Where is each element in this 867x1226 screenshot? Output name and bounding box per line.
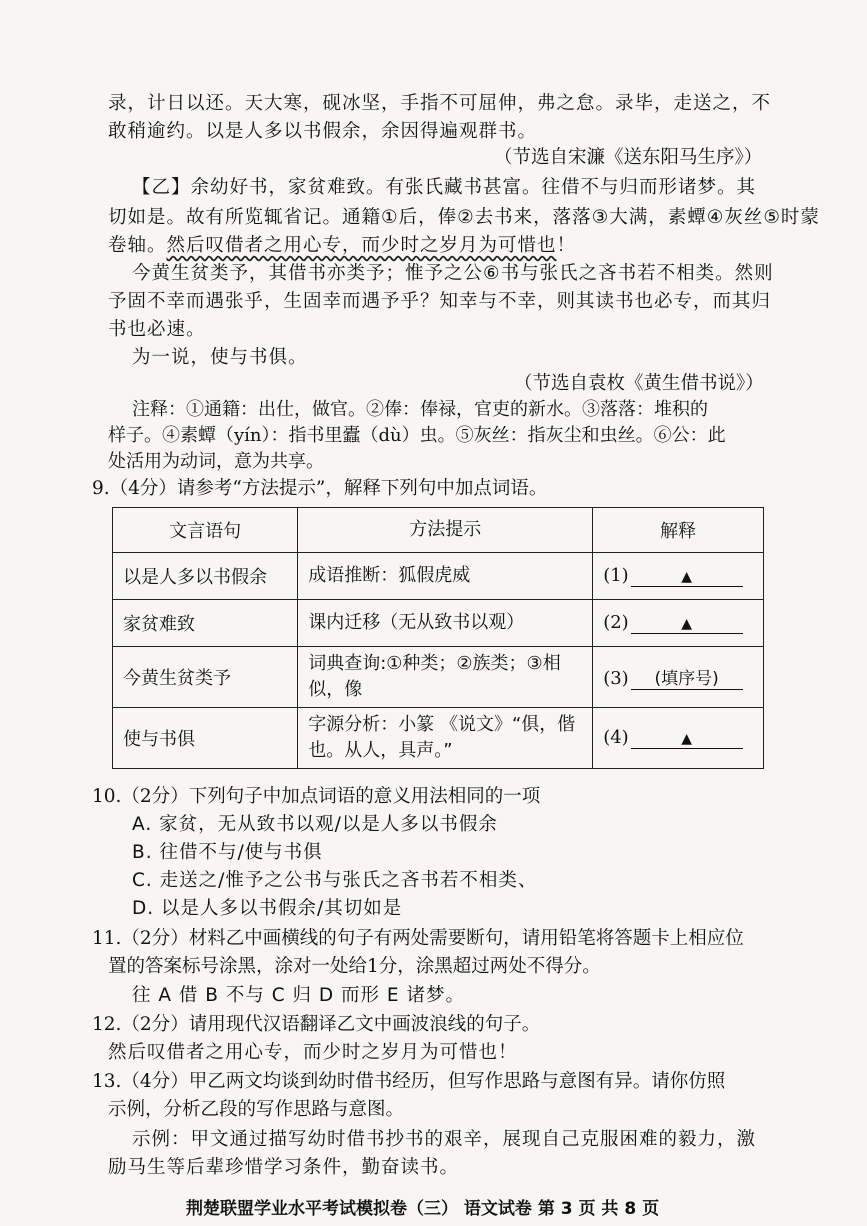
passage-a-source: （节选自宋濂《送东阳马生序》） [494, 147, 763, 168]
row2-hint: 课内迁移（无从致书以观） [298, 600, 593, 647]
page-footer: 荆楚联盟学业水平考试模拟卷（三） 语文试卷 第 3 页 共 8 页 [186, 1199, 660, 1219]
row3-sentence: 今黄生贫类予 [113, 647, 298, 708]
q9-stem: 9.（4分）请参考“方法提示”，解释下列句中加点词语。 [92, 478, 548, 499]
row2-number: (2) [603, 612, 629, 633]
passage-b-line-1: 【乙】余幼好书，家贫难致。有张氏藏书甚富。往借不与归而形诸梦。其 [132, 177, 757, 198]
header-explanation: 解释 [593, 508, 764, 553]
q9-table-header [113, 508, 764, 553]
row4-sentence: 使与书俱 [113, 708, 298, 769]
q11-stem-1: 11.（2分）材料乙中画横线的句子有两处需要断句，请用铅笔将答题卡上相应位 [92, 928, 744, 949]
table-row [113, 708, 764, 769]
passage-b-line-3-start: 卷轴。 [108, 235, 167, 256]
passage-b-source: （节选自袁枚《黄生借书说》） [514, 373, 764, 394]
q10-stem: 10.（2分）下列句子中加点词语的意义用法相同的一项 [92, 786, 541, 807]
q11-break-options: 往 A 借 B 不与 C 归 D 而形 E 诸梦。 [132, 985, 466, 1006]
row2-sentence: 家贫难致 [113, 600, 298, 647]
passage-b-line-5: 予固不幸而遇张乎，生固幸而遇予乎？知幸与不幸，则其读书也必专，而其归 [108, 291, 772, 312]
row1-answer-cell [593, 553, 764, 600]
passage-b-line-7: 为一说，使与书俱。 [132, 347, 308, 368]
row1-answer-blank[interactable] [631, 565, 743, 587]
row1-hint: 成语推断：狐假虎威 [298, 553, 593, 600]
q13-example-2: 励马生等后辈珍惜学习条件，勤奋读书。 [108, 1157, 460, 1178]
passage-b-line-3 [108, 234, 867, 258]
triangle-icon: ▲ [681, 616, 693, 632]
row1-number: (1) [603, 565, 629, 586]
passage-b-line-2: 切如是。故有所览辄省记。通籍①后，俸②去书来，落落③大满，素蟫④灰丝⑤时蒙 [108, 207, 820, 228]
passage-b-line-3-end: ！ [556, 235, 577, 256]
row3-answer-cell [593, 647, 764, 708]
row3-hint: 词典查询:①种类；②族类；③相似，像 [298, 647, 593, 708]
header-sentence: 文言语句 [113, 508, 298, 553]
triangle-icon: ▲ [681, 731, 693, 747]
triangle-icon: ▲ [681, 569, 693, 585]
row4-answer-cell [593, 708, 764, 769]
wavy-underlined-sentence: 然后叹借者之用心专，而少时之岁月为可惜也 [166, 235, 557, 256]
row2-answer-cell [593, 600, 764, 647]
q10-option-d: D. 以是人多以书假余/其切如是 [132, 898, 403, 919]
passage-a-line-2: 敢稍逾约。以是人多以书假余，余因得遍观群书。 [108, 121, 538, 142]
q13-example-1: 示例：甲文通过描写幼时借书抄书的艰辛，展现自己克服困难的毅力，激 [132, 1129, 757, 1150]
q11-stem-2: 置的答案标号涂黑，涂对一处给1分，涂黑超过两处不得分。 [108, 956, 601, 977]
q13-stem-2: 示例，分析乙段的写作思路与意图。 [108, 1099, 405, 1120]
q10-option-b: B. 往借不与/使与书俱 [132, 842, 323, 863]
notes-line-2: 样子。④素蟫（yín）：指书里蠹（dù）虫。⑤灰丝：指灰尘和虫丝。⑥公：此 [108, 425, 726, 446]
q9-table [112, 507, 764, 769]
table-row [113, 647, 764, 708]
q13-stem-1: 13.（4分）甲乙两文均谈到幼时借书经历，但写作思路与意图有异。请你仿照 [92, 1071, 726, 1092]
q12-sentence: 然后叹借者之用心专，而少时之岁月为可惜也！ [108, 1042, 518, 1063]
notes-line-1: 注释：①通籍：出仕，做官。②俸：俸禄，官吏的新水。③落落：堆积的 [132, 399, 708, 420]
passage-b-line-6: 书也必速。 [108, 319, 206, 340]
table-row [113, 600, 764, 647]
notes-line-3: 处活用为动词，意为共享。 [108, 451, 324, 472]
row2-answer-blank[interactable] [631, 612, 743, 634]
row4-number: (4) [603, 727, 629, 748]
header-hint: 方法提示 [298, 508, 593, 553]
q10-option-a: A. 家贫，无从致书以观/以是人多以书假余 [132, 814, 498, 835]
passage-b-line-4: 今黄生贫类予，其借书亦类予；惟予之公⑥书与张氏之吝书若不相类。然则 [132, 263, 774, 284]
row4-answer-blank[interactable] [631, 727, 743, 749]
q12-stem: 12.（2分）请用现代汉语翻译乙文中画波浪线的句子。 [92, 1014, 541, 1035]
row4-hint: 字源分析：小篆 《说文》“俱，偕也。从人，具声。” [298, 708, 593, 769]
row1-sentence: 以是人多以书假余 [113, 553, 298, 600]
q10-option-c: C. 走送之/惟予之公书与张氏之吝书若不相类、 [132, 870, 538, 891]
table-row [113, 553, 764, 600]
row3-number: (3) [603, 668, 629, 689]
row3-answer-blank[interactable]: (填序号) [631, 664, 743, 690]
passage-a-line-1: 录，计日以还。天大寒，砚冰坚，手指不可屈伸，弗之怠。录毕，走送之，不 [108, 93, 772, 114]
